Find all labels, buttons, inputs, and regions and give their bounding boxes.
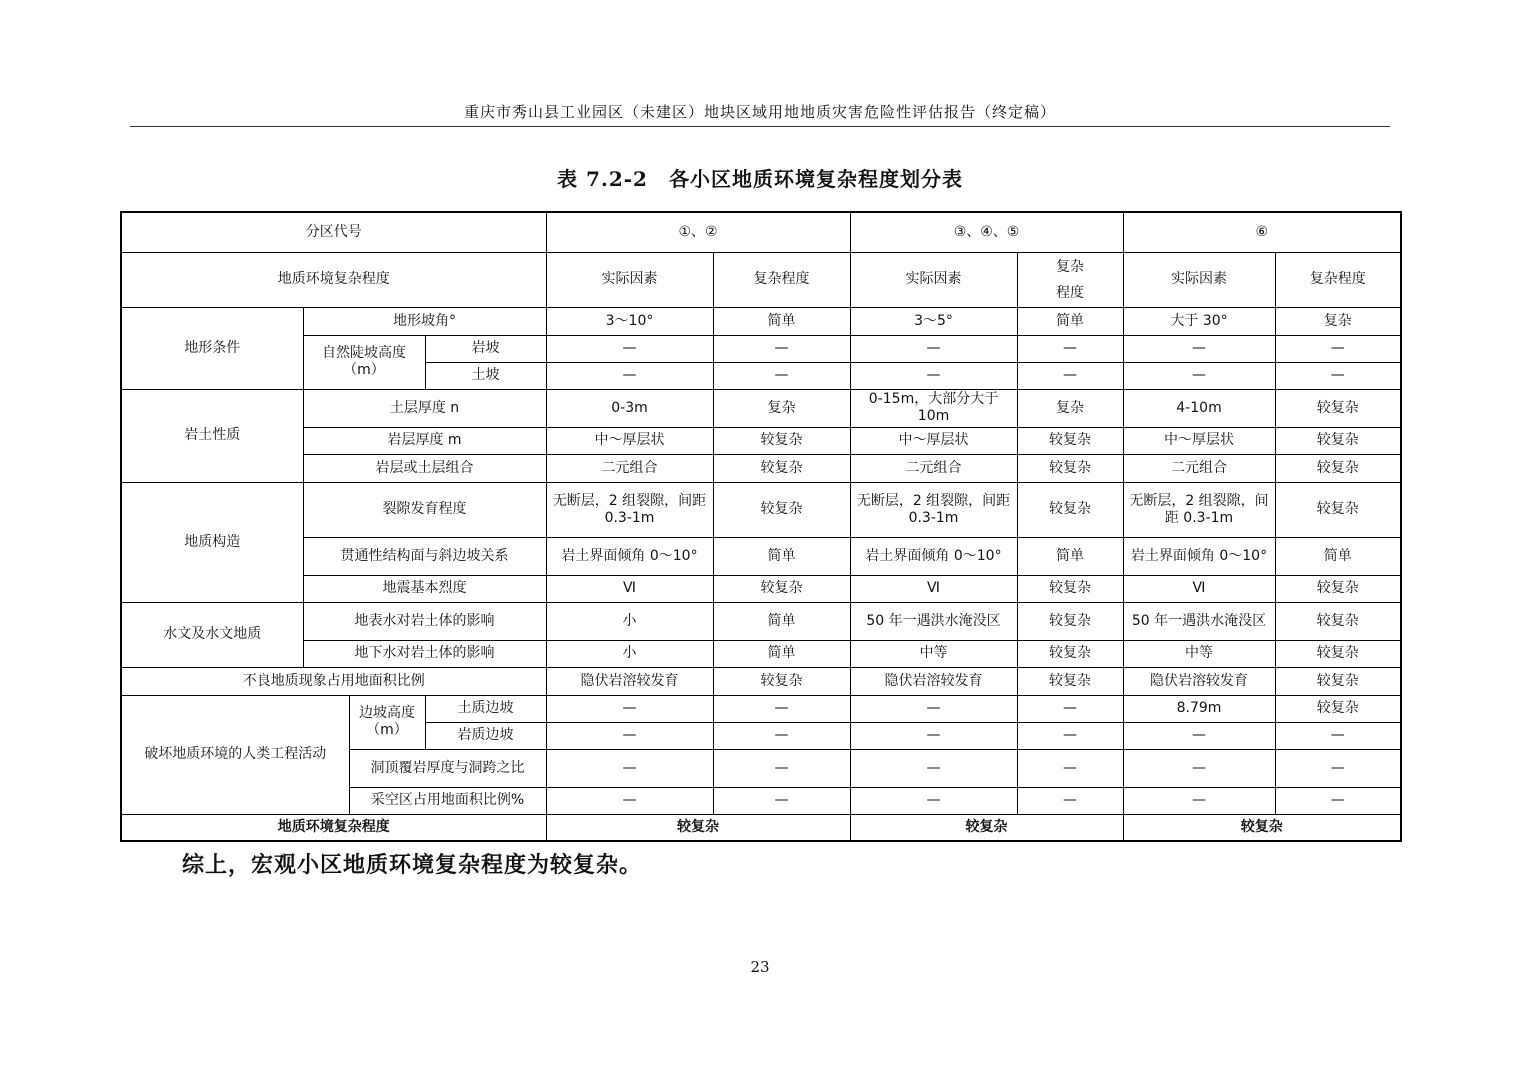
cell: 3～10° <box>546 307 713 335</box>
cell: 简单 <box>1275 537 1401 575</box>
row-label: 地表水对岩土体的影响 <box>303 602 546 640</box>
complexity-header: 地质环境复杂程度 <box>121 252 546 307</box>
cell: Ⅵ <box>1123 575 1275 602</box>
table-row <box>121 814 1401 841</box>
table-row <box>121 427 1401 454</box>
cell: — <box>1017 787 1123 814</box>
cell: 较复杂 <box>713 427 850 454</box>
cell: 二元组合 <box>546 454 713 482</box>
row-label: 裂隙发育程度 <box>303 482 546 537</box>
final-value: 较复杂 <box>1123 814 1401 841</box>
cell: — <box>713 362 850 389</box>
cell: 岩土界面倾角 0～10° <box>850 537 1017 575</box>
table-row <box>121 640 1401 667</box>
table-row <box>121 454 1401 482</box>
col-header: 实际因素 <box>850 252 1017 307</box>
table-row <box>121 389 1401 427</box>
cell: 大于 30° <box>1123 307 1275 335</box>
cell: 中～厚层状 <box>850 427 1017 454</box>
row-label: 地下水对岩土体的影响 <box>303 640 546 667</box>
cell: 50 年一遇洪水淹没区 <box>1123 602 1275 640</box>
cell: — <box>1017 695 1123 722</box>
table-row <box>121 307 1401 335</box>
cell: 较复杂 <box>713 454 850 482</box>
cell: 较复杂 <box>1017 602 1123 640</box>
cell: 简单 <box>713 537 850 575</box>
sub-group-label: 边坡高度（m） <box>349 695 425 749</box>
cell: — <box>546 722 713 749</box>
cell: 50 年一遇洪水淹没区 <box>850 602 1017 640</box>
cell: — <box>713 335 850 362</box>
cell: 隐伏岩溶较发育 <box>1123 667 1275 695</box>
cell: — <box>1275 787 1401 814</box>
cell: 中等 <box>1123 640 1275 667</box>
table-row <box>121 212 1401 252</box>
row-label: 岩质边坡 <box>425 722 546 749</box>
header-divider <box>130 126 1390 127</box>
row-label: 土层厚度 n <box>303 389 546 427</box>
cell: 简单 <box>713 640 850 667</box>
col-header-part: 程度 <box>1056 284 1085 301</box>
group-label: 水文及水文地质 <box>121 602 303 667</box>
cell: 中～厚层状 <box>1123 427 1275 454</box>
cell: — <box>1017 362 1123 389</box>
cell: — <box>850 749 1017 787</box>
zone-header-1: ①、② <box>546 212 850 252</box>
col-header <box>1017 252 1123 307</box>
table-row <box>121 537 1401 575</box>
cell: 简单 <box>1017 537 1123 575</box>
cell: — <box>546 749 713 787</box>
col-header-part: 复杂 <box>1056 258 1085 275</box>
cell: 隐伏岩溶较发育 <box>546 667 713 695</box>
col-header: 复杂程度 <box>713 252 850 307</box>
table-row <box>121 602 1401 640</box>
cell: 较复杂 <box>1017 427 1123 454</box>
col-header: 实际因素 <box>1123 252 1275 307</box>
cell: 3～5° <box>850 307 1017 335</box>
cell: 中～厚层状 <box>546 427 713 454</box>
cell: — <box>1275 722 1401 749</box>
table-row <box>121 667 1401 695</box>
cell: — <box>546 335 713 362</box>
cell: 8.79m <box>1123 695 1275 722</box>
cell: 4-10m <box>1123 389 1275 427</box>
cell: 较复杂 <box>1017 667 1123 695</box>
cell: 复杂 <box>713 389 850 427</box>
table-row <box>121 575 1401 602</box>
cell: 小 <box>546 640 713 667</box>
cell: — <box>1017 722 1123 749</box>
cell: 无断层，2 组裂隙，间距 0.3-1m <box>850 482 1017 537</box>
cell: 较复杂 <box>1275 602 1401 640</box>
cell: 岩土界面倾角 0～10° <box>546 537 713 575</box>
cell: — <box>1123 722 1275 749</box>
row-label: 岩层或土层组合 <box>303 454 546 482</box>
group-label: 地质构造 <box>121 482 303 602</box>
group-label: 岩土性质 <box>121 389 303 482</box>
row-label: 土质边坡 <box>425 695 546 722</box>
cell: — <box>1275 335 1401 362</box>
cell: — <box>1017 749 1123 787</box>
row-label: 不良地质现象占用地面积比例 <box>121 667 546 695</box>
zone-header-2: ③、④、⑤ <box>850 212 1123 252</box>
cell: — <box>1123 787 1275 814</box>
cell: 简单 <box>1017 307 1123 335</box>
col-header: 复杂程度 <box>1275 252 1401 307</box>
group-label: 破坏地质环境的人类工程活动 <box>121 695 349 814</box>
cell: — <box>1123 362 1275 389</box>
cell: Ⅵ <box>850 575 1017 602</box>
row-label: 采空区占用地面积比例% <box>349 787 546 814</box>
cell: 较复杂 <box>713 482 850 537</box>
page-number: 23 <box>750 958 770 976</box>
cell: — <box>850 722 1017 749</box>
cell: — <box>850 695 1017 722</box>
col-header: 实际因素 <box>546 252 713 307</box>
zone-header-3: ⑥ <box>1123 212 1401 252</box>
cell: — <box>713 749 850 787</box>
cell: 复杂 <box>1017 389 1123 427</box>
cell: Ⅵ <box>546 575 713 602</box>
cell: 无断层，2 组裂隙，间距 0.3-1m <box>1123 482 1275 537</box>
row-label: 岩坡 <box>425 335 546 362</box>
row-label: 贯通性结构面与斜边坡关系 <box>303 537 546 575</box>
table-row <box>121 335 1401 362</box>
cell: 较复杂 <box>1275 695 1401 722</box>
running-header: 重庆市秀山县工业园区（未建区）地块区域用地地质灾害危险性评估报告（终定稿） <box>463 103 1056 121</box>
cell: — <box>546 787 713 814</box>
zone-code-header: 分区代号 <box>121 212 546 252</box>
complexity-table <box>120 211 1402 842</box>
cell: — <box>713 787 850 814</box>
table-row <box>121 252 1401 307</box>
row-label: 地震基本烈度 <box>303 575 546 602</box>
cell: — <box>850 335 1017 362</box>
group-label: 地形条件 <box>121 307 303 389</box>
table-title: 表 7.2-2 各小区地质环境复杂程度划分表 <box>557 167 963 191</box>
cell: 复杂 <box>1275 307 1401 335</box>
cell: 较复杂 <box>1017 454 1123 482</box>
cell: — <box>546 695 713 722</box>
cell: — <box>1123 335 1275 362</box>
summary-text: 综上，宏观小区地质环境复杂程度为较复杂。 <box>182 852 643 878</box>
cell: — <box>1123 749 1275 787</box>
cell: 较复杂 <box>1017 640 1123 667</box>
cell: 小 <box>546 602 713 640</box>
row-label: 地形坡角° <box>303 307 546 335</box>
cell: 较复杂 <box>1275 389 1401 427</box>
cell: 0-3m <box>546 389 713 427</box>
cell: — <box>850 362 1017 389</box>
final-label: 地质环境复杂程度 <box>121 814 546 841</box>
cell: 0-15m，大部分大于 10m <box>850 389 1017 427</box>
cell: 简单 <box>713 307 850 335</box>
cell: — <box>713 722 850 749</box>
cell: 简单 <box>713 602 850 640</box>
cell: 较复杂 <box>1275 640 1401 667</box>
cell: 较复杂 <box>1275 482 1401 537</box>
cell: — <box>546 362 713 389</box>
final-value: 较复杂 <box>850 814 1123 841</box>
table-row <box>121 482 1401 537</box>
cell: 中等 <box>850 640 1017 667</box>
cell: — <box>1275 362 1401 389</box>
cell: — <box>850 787 1017 814</box>
cell: 二元组合 <box>850 454 1017 482</box>
cell: 较复杂 <box>713 667 850 695</box>
cell: 较复杂 <box>1017 575 1123 602</box>
cell: 较复杂 <box>1275 454 1401 482</box>
cell: 较复杂 <box>1275 667 1401 695</box>
cell: — <box>1017 335 1123 362</box>
cell: 较复杂 <box>1275 427 1401 454</box>
cell: — <box>713 695 850 722</box>
table-row <box>121 695 1401 722</box>
cell: 较复杂 <box>713 575 850 602</box>
cell: 隐伏岩溶较发育 <box>850 667 1017 695</box>
cell: 无断层，2 组裂隙，间距 0.3-1m <box>546 482 713 537</box>
cell: 岩土界面倾角 0～10° <box>1123 537 1275 575</box>
row-label: 岩层厚度 m <box>303 427 546 454</box>
cell: — <box>1275 749 1401 787</box>
sub-group-label: 自然陡坡高度（m） <box>303 335 425 389</box>
row-label: 洞顶覆岩厚度与洞跨之比 <box>349 749 546 787</box>
cell: 较复杂 <box>1275 575 1401 602</box>
cell: 二元组合 <box>1123 454 1275 482</box>
final-value: 较复杂 <box>546 814 850 841</box>
cell: 较复杂 <box>1017 482 1123 537</box>
row-label: 土坡 <box>425 362 546 389</box>
